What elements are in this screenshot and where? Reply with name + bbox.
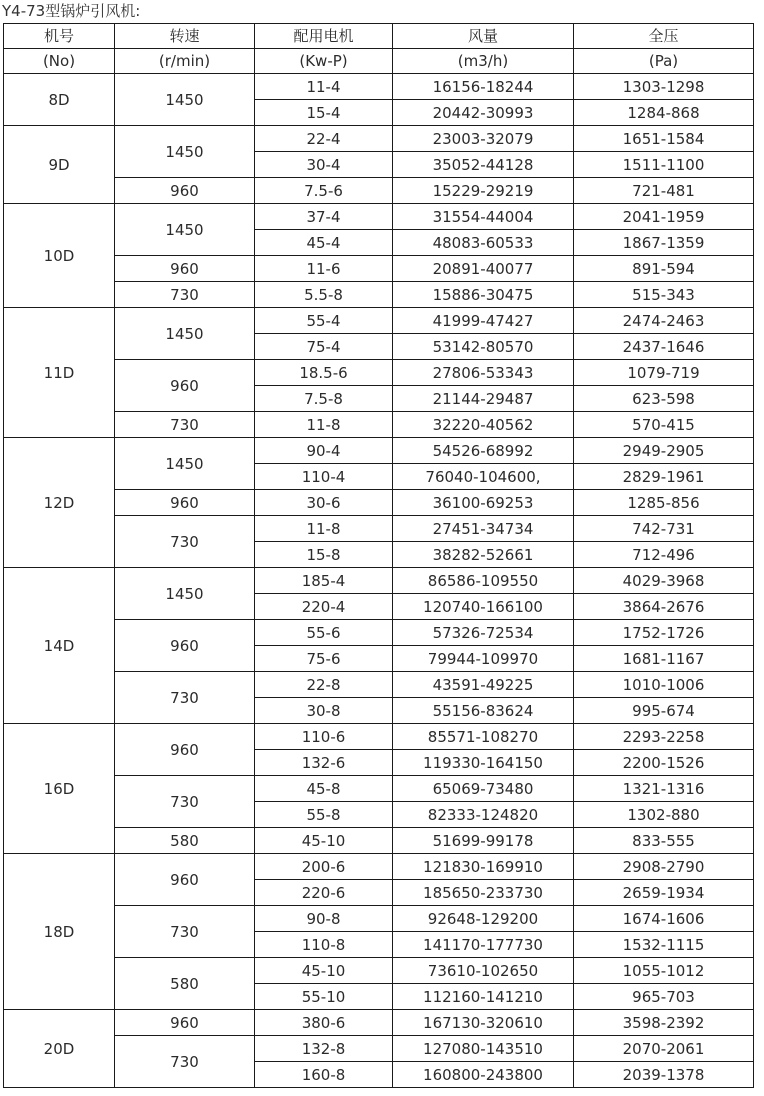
speed-cell: 1450 (115, 204, 255, 256)
unit-speed: (r/min) (115, 49, 255, 74)
pressure-cell: 1302-880 (574, 802, 754, 828)
airflow-cell: 112160-141210 (393, 984, 574, 1010)
pressure-cell: 2474-2463 (574, 308, 754, 334)
pressure-cell: 1285-856 (574, 490, 754, 516)
airflow-cell: 16156-18244 (393, 74, 574, 100)
airflow-cell: 121830-169910 (393, 854, 574, 880)
motor-cell: 7.5-8 (255, 386, 393, 412)
airflow-cell: 41999-47427 (393, 308, 574, 334)
pressure-cell: 1055-1012 (574, 958, 754, 984)
motor-cell: 22-8 (255, 672, 393, 698)
motor-cell: 22-4 (255, 126, 393, 152)
unit-row (4, 49, 754, 74)
airflow-cell: 79944-109970 (393, 646, 574, 672)
motor-cell: 18.5-6 (255, 360, 393, 386)
pressure-cell: 1010-1006 (574, 672, 754, 698)
airflow-cell: 36100-69253 (393, 490, 574, 516)
header-airflow: 风量 (393, 24, 574, 49)
airflow-cell: 15886-30475 (393, 282, 574, 308)
airflow-cell: 57326-72534 (393, 620, 574, 646)
table-row (4, 724, 754, 750)
table-row (4, 1010, 754, 1036)
airflow-cell: 35052-44128 (393, 152, 574, 178)
motor-cell: 30-4 (255, 152, 393, 178)
airflow-cell: 167130-320610 (393, 1010, 574, 1036)
table-row (4, 958, 754, 984)
airflow-cell: 38282-52661 (393, 542, 574, 568)
speed-cell: 1450 (115, 74, 255, 126)
airflow-cell: 15229-29219 (393, 178, 574, 204)
airflow-cell: 20442-30993 (393, 100, 574, 126)
speed-cell: 1450 (115, 438, 255, 490)
table-row (4, 516, 754, 542)
header-model: 机号 (4, 24, 115, 49)
motor-cell: 110-4 (255, 464, 393, 490)
motor-cell: 11-4 (255, 74, 393, 100)
model-cell: 14D (4, 568, 115, 724)
motor-cell: 45-4 (255, 230, 393, 256)
table-row (4, 776, 754, 802)
motor-cell: 7.5-6 (255, 178, 393, 204)
pressure-cell: 515-343 (574, 282, 754, 308)
table-row (4, 906, 754, 932)
pressure-cell: 742-731 (574, 516, 754, 542)
motor-cell: 11-8 (255, 516, 393, 542)
motor-cell: 110-6 (255, 724, 393, 750)
pressure-cell: 1867-1359 (574, 230, 754, 256)
model-cell: 12D (4, 438, 115, 568)
motor-cell: 15-8 (255, 542, 393, 568)
table-row (4, 178, 754, 204)
motor-cell: 5.5-8 (255, 282, 393, 308)
table-row (4, 620, 754, 646)
speed-cell: 730 (115, 282, 255, 308)
motor-cell: 90-8 (255, 906, 393, 932)
model-cell: 18D (4, 854, 115, 1010)
speed-cell: 730 (115, 516, 255, 568)
motor-cell: 11-8 (255, 412, 393, 438)
fan-spec-table (3, 23, 754, 1088)
airflow-cell: 51699-99178 (393, 828, 574, 854)
motor-cell: 55-4 (255, 308, 393, 334)
model-cell: 20D (4, 1010, 115, 1088)
pressure-cell: 965-703 (574, 984, 754, 1010)
header-pressure: 全压 (574, 24, 754, 49)
motor-cell: 30-6 (255, 490, 393, 516)
unit-motor: (Kw-P) (255, 49, 393, 74)
motor-cell: 15-4 (255, 100, 393, 126)
pressure-cell: 891-594 (574, 256, 754, 282)
airflow-cell: 21144-29487 (393, 386, 574, 412)
table-row (4, 412, 754, 438)
pressure-cell: 2659-1934 (574, 880, 754, 906)
airflow-cell: 73610-102650 (393, 958, 574, 984)
table-row (4, 490, 754, 516)
model-cell: 9D (4, 126, 115, 204)
airflow-cell: 120740-166100 (393, 594, 574, 620)
airflow-cell: 27806-53343 (393, 360, 574, 386)
header-motor: 配用电机 (255, 24, 393, 49)
table-row (4, 74, 754, 100)
airflow-cell: 119330-164150 (393, 750, 574, 776)
airflow-cell: 55156-83624 (393, 698, 574, 724)
airflow-cell: 20891-40077 (393, 256, 574, 282)
airflow-cell: 160800-243800 (393, 1062, 574, 1088)
motor-cell: 30-8 (255, 698, 393, 724)
table-row (4, 308, 754, 334)
table-row (4, 438, 754, 464)
airflow-cell: 23003-32079 (393, 126, 574, 152)
airflow-cell: 127080-143510 (393, 1036, 574, 1062)
table-row (4, 828, 754, 854)
speed-cell: 960 (115, 256, 255, 282)
pressure-cell: 1511-1100 (574, 152, 754, 178)
model-cell: 10D (4, 204, 115, 308)
motor-cell: 45-8 (255, 776, 393, 802)
model-cell: 16D (4, 724, 115, 854)
pressure-cell: 2949-2905 (574, 438, 754, 464)
speed-cell: 960 (115, 490, 255, 516)
pressure-cell: 1752-1726 (574, 620, 754, 646)
airflow-cell: 43591-49225 (393, 672, 574, 698)
model-cell: 11D (4, 308, 115, 438)
airflow-cell: 185650-233730 (393, 880, 574, 906)
table-row (4, 672, 754, 698)
pressure-cell: 2039-1378 (574, 1062, 754, 1088)
pressure-cell: 3598-2392 (574, 1010, 754, 1036)
pressure-cell: 2070-2061 (574, 1036, 754, 1062)
motor-cell: 90-4 (255, 438, 393, 464)
table-row (4, 854, 754, 880)
motor-cell: 132-8 (255, 1036, 393, 1062)
motor-cell: 160-8 (255, 1062, 393, 1088)
motor-cell: 75-4 (255, 334, 393, 360)
speed-cell: 960 (115, 724, 255, 776)
motor-cell: 45-10 (255, 828, 393, 854)
airflow-cell: 32220-40562 (393, 412, 574, 438)
table-row (4, 568, 754, 594)
pressure-cell: 1674-1606 (574, 906, 754, 932)
speed-cell: 1450 (115, 308, 255, 360)
speed-cell: 580 (115, 828, 255, 854)
unit-pressure: (Pa) (574, 49, 754, 74)
motor-cell: 132-6 (255, 750, 393, 776)
pressure-cell: 570-415 (574, 412, 754, 438)
speed-cell: 580 (115, 958, 255, 1010)
airflow-cell: 31554-44004 (393, 204, 574, 230)
unit-model: (No) (4, 49, 115, 74)
airflow-cell: 141170-177730 (393, 932, 574, 958)
speed-cell: 1450 (115, 568, 255, 620)
motor-cell: 45-10 (255, 958, 393, 984)
speed-cell: 1450 (115, 126, 255, 178)
airflow-cell: 92648-129200 (393, 906, 574, 932)
motor-cell: 110-8 (255, 932, 393, 958)
table-row (4, 360, 754, 386)
speed-cell: 730 (115, 672, 255, 724)
pressure-cell: 1681-1167 (574, 646, 754, 672)
motor-cell: 185-4 (255, 568, 393, 594)
pressure-cell: 1079-719 (574, 360, 754, 386)
table-row (4, 1036, 754, 1062)
speed-cell: 960 (115, 1010, 255, 1036)
motor-cell: 11-6 (255, 256, 393, 282)
pressure-cell: 2908-2790 (574, 854, 754, 880)
pressure-cell: 2293-2258 (574, 724, 754, 750)
model-cell: 8D (4, 74, 115, 126)
speed-cell: 960 (115, 854, 255, 906)
airflow-cell: 54526-68992 (393, 438, 574, 464)
airflow-cell: 76040-104600, (393, 464, 574, 490)
airflow-cell: 65069-73480 (393, 776, 574, 802)
airflow-cell: 86586-109550 (393, 568, 574, 594)
speed-cell: 730 (115, 776, 255, 828)
pressure-cell: 995-674 (574, 698, 754, 724)
speed-cell: 730 (115, 906, 255, 958)
motor-cell: 75-6 (255, 646, 393, 672)
pressure-cell: 3864-2676 (574, 594, 754, 620)
motor-cell: 380-6 (255, 1010, 393, 1036)
pressure-cell: 2200-1526 (574, 750, 754, 776)
pressure-cell: 712-496 (574, 542, 754, 568)
airflow-cell: 27451-34734 (393, 516, 574, 542)
speed-cell: 960 (115, 360, 255, 412)
table-row (4, 204, 754, 230)
page-title: Y4-73型锅炉引风机: (2, 2, 141, 20)
pressure-cell: 1303-1298 (574, 74, 754, 100)
header-speed: 转速 (115, 24, 255, 49)
pressure-cell: 623-598 (574, 386, 754, 412)
motor-cell: 55-8 (255, 802, 393, 828)
pressure-cell: 2437-1646 (574, 334, 754, 360)
airflow-cell: 48083-60533 (393, 230, 574, 256)
motor-cell: 220-6 (255, 880, 393, 906)
pressure-cell: 1651-1584 (574, 126, 754, 152)
pressure-cell: 1284-868 (574, 100, 754, 126)
speed-cell: 960 (115, 178, 255, 204)
motor-cell: 55-6 (255, 620, 393, 646)
speed-cell: 730 (115, 1036, 255, 1088)
pressure-cell: 2041-1959 (574, 204, 754, 230)
airflow-cell: 85571-108270 (393, 724, 574, 750)
pressure-cell: 1532-1115 (574, 932, 754, 958)
pressure-cell: 833-555 (574, 828, 754, 854)
motor-cell: 55-10 (255, 984, 393, 1010)
airflow-cell: 53142-80570 (393, 334, 574, 360)
pressure-cell: 4029-3968 (574, 568, 754, 594)
speed-cell: 960 (115, 620, 255, 672)
motor-cell: 220-4 (255, 594, 393, 620)
pressure-cell: 2829-1961 (574, 464, 754, 490)
airflow-cell: 82333-124820 (393, 802, 574, 828)
pressure-cell: 1321-1316 (574, 776, 754, 802)
table-row (4, 126, 754, 152)
motor-cell: 200-6 (255, 854, 393, 880)
header-row (4, 24, 754, 49)
unit-airflow: (m3/h) (393, 49, 574, 74)
table-row (4, 256, 754, 282)
motor-cell: 37-4 (255, 204, 393, 230)
table-row (4, 282, 754, 308)
pressure-cell: 721-481 (574, 178, 754, 204)
speed-cell: 730 (115, 412, 255, 438)
